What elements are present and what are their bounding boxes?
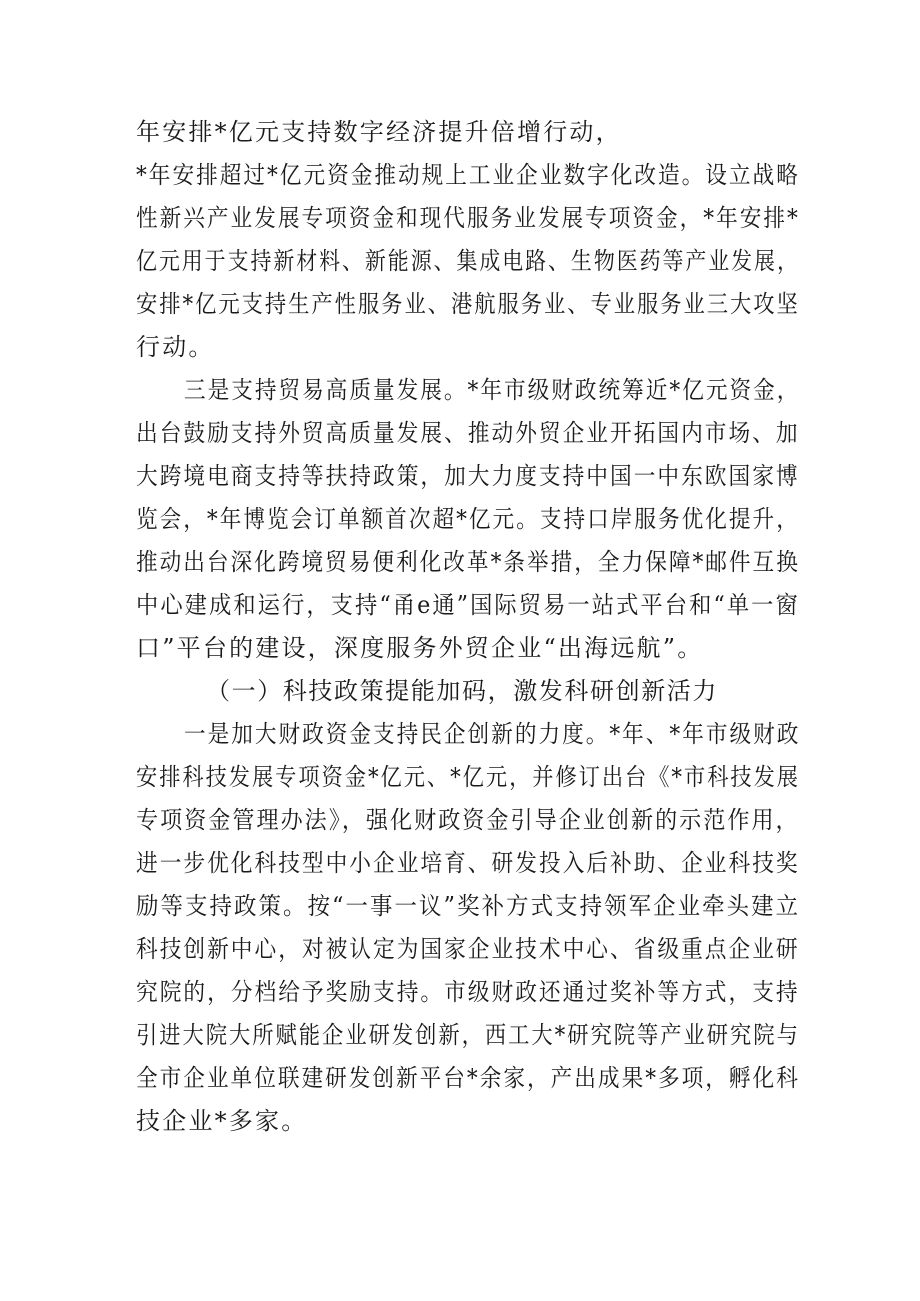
text-line: 全市企业单位联建研发创新平台*余家，产出成果*多项，孵化科 xyxy=(136,1064,800,1092)
text-line: 推动出台深化跨境贸易便利化改革*条举措，全力保障*邮件互换 xyxy=(136,548,800,576)
text-line: 出台鼓励支持外贸高质量发展、推动外贸企业开拓国内市场、加 xyxy=(136,419,800,447)
text-line: 科技创新中心，对被认定为国家企业技术中心、省级重点企业研 xyxy=(136,935,800,963)
text-line: 亿元用于支持新材料、新能源、集成电路、生物医药等产业发展， xyxy=(136,247,800,275)
text-line: 大跨境电商支持等扶持政策，加大力度支持中国一中东欧国家博 xyxy=(136,462,800,490)
text-line: 安排*亿元支持生产性服务业、港航服务业、专业服务业三大攻坚 xyxy=(136,290,800,318)
text-line: 技企业*多家。 xyxy=(136,1107,308,1135)
text-line: 励等支持政策。按“一事一议”奖补方式支持领军企业牵头建立 xyxy=(136,892,801,920)
text-line: 口”平台的建设，深度服务外贸企业“出海远航”。 xyxy=(136,634,704,662)
text-line: 专项资金管理办法》，强化财政资金引导企业创新的示范作用， xyxy=(136,806,800,834)
text-line: 中心建成和运行，支持“甬e通”国际贸易一站式平台和“单一窗 xyxy=(136,591,800,619)
text-line: *年安排超过*亿元资金推动规上工业企业数字化改造。设立战略 xyxy=(136,161,800,189)
text-line: 览会，*年博览会订单额首次超*亿元。支持口岸服务优化提升， xyxy=(136,505,800,533)
text-line: 安排科技发展专项资金*亿元、*亿元，并修订出台《*市科技发展 xyxy=(136,763,800,791)
paragraph-first-line: 三是支持贸易高质量发展。*年市级财政统筹近*亿元资金， xyxy=(184,376,801,404)
text-line: 年安排*亿元支持数字经济提升倍增行动， xyxy=(136,118,622,146)
paragraph-first-line: 一是加大财政资金支持民企创新的力度。*年、*年市级财政 xyxy=(184,720,801,748)
text-line: 进一步优化科技型中小企业培育、研发投入后补助、企业科技奖 xyxy=(136,849,800,877)
text-line: 究院的，分档给予奖励支持。市级财政还通过奖补等方式，支持 xyxy=(136,978,800,1006)
text-line: 引进大院大所赋能企业研发创新，西工大*研究院等产业研究院与 xyxy=(136,1021,800,1049)
section-heading: （一）科技政策提能加码，激发科研创新活力 xyxy=(206,677,718,705)
text-line: 性新兴产业发展专项资金和现代服务业发展专项资金，*年安排* xyxy=(136,204,800,232)
text-line: 行动。 xyxy=(136,333,215,361)
